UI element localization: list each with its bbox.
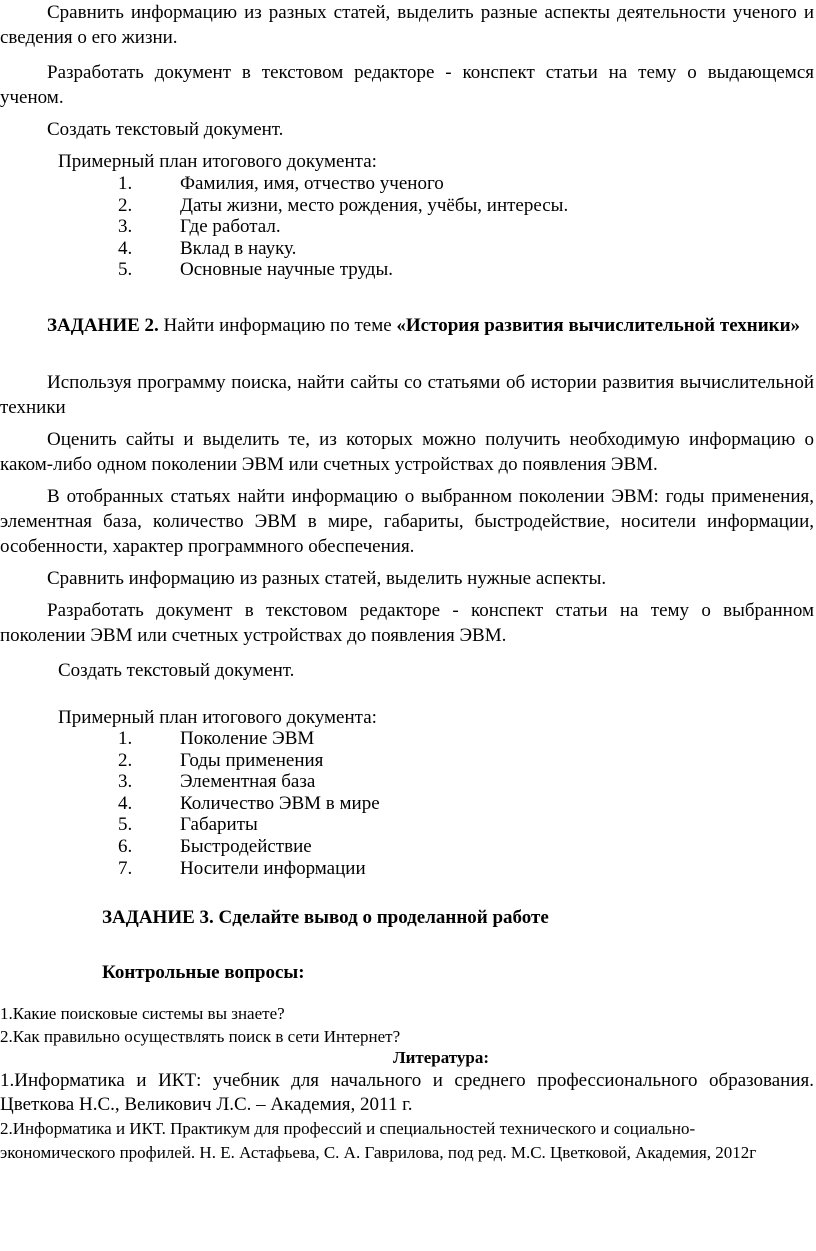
list-item-text: Носители информации xyxy=(180,857,366,879)
task2-plan-title: Примерный план итогового документа: xyxy=(58,707,377,728)
task1-compare-paragraph: Сравнить информацию из разных статей, выделить разные аспекты деятельности ученого и сведения о его жизни. xyxy=(0,2,814,48)
list-item-number: 4. xyxy=(118,792,133,814)
list-item-number: 6. xyxy=(118,835,133,857)
list-item-number: 2. xyxy=(118,749,133,771)
list-item-text: Поколение ЭВМ xyxy=(180,728,315,749)
list-item-text: Габариты xyxy=(180,814,258,836)
literature-heading: Литература: xyxy=(392,1048,490,1067)
task3-heading: ЗАДАНИЕ 3. Сделайте вывод о проделанной работе xyxy=(102,907,549,928)
list-item-number: 5. xyxy=(118,259,133,281)
list-item-number: 7. xyxy=(118,857,133,879)
control-question: 2.Как правильно осуществлять поиск в сети Интернет? xyxy=(0,1027,401,1046)
task2-label: ЗАДАНИЕ 2. xyxy=(47,315,159,336)
list-item-number: 3. xyxy=(118,216,133,238)
list-item-number: 3. xyxy=(118,771,133,793)
control-question: 1.Какие поисковые системы вы знаете? xyxy=(0,1004,285,1023)
task1-develop-paragraph: Разработать документ в текстовом редакторе - конспект статьи на тему о выдающемся ученом. xyxy=(0,62,814,108)
literature-ref: 1.Информатика и ИКТ: учебник для начального и среднего профессионального образования. Цветкова Н.С., Великович Л.С. – Академия, 2011 г. xyxy=(0,1070,814,1115)
task2-intro: Найти информацию по теме xyxy=(158,315,397,336)
task1-create-paragraph: Создать текстовый документ. xyxy=(47,119,284,140)
control-questions-heading: Контрольные вопросы: xyxy=(102,962,305,983)
list-item-text: Где работал. xyxy=(180,216,281,238)
list-item-text: Годы применения xyxy=(180,749,324,771)
task2-create-paragraph: Создать текстовый документ. xyxy=(58,660,295,681)
literature-ref: 2.Информатика и ИКТ. Практикум для профессий и специальностей технического и социально-экономического профилей. Н. Е. Астафьева, С. А. Гаврилова, под ред. М.С. Цветковой, Академия, 2012г xyxy=(0,1119,757,1162)
list-item-number: 1. xyxy=(118,173,133,194)
task2-topic: «История развития вычислительной техники» xyxy=(396,315,801,336)
list-item-text: Быстродействие xyxy=(180,835,312,857)
list-item-text: Основные научные труды. xyxy=(180,259,393,281)
task2-develop-paragraph: Разработать документ в текстовом редакторе - конспект статьи на тему о выбранном поколении ЭВМ или счетных устройствах до появления ЭВМ. xyxy=(0,600,814,646)
task2-evaluate-paragraph: Оценить сайты и выделить те, из которых можно получить необходимую информацию о каком-либо одном поколении ЭВМ или счетных устройствах до появления ЭВМ. xyxy=(0,429,814,475)
list-item-number: 5. xyxy=(118,814,133,836)
task2-compare-paragraph: Сравнить информацию из разных статей, выделить нужные аспекты. xyxy=(47,568,607,589)
list-item-text: Вклад в науку. xyxy=(180,237,297,259)
list-item-text: Элементная база xyxy=(180,771,316,793)
task2-search-paragraph: Используя программу поиска, найти сайты со статьями об истории развития вычислительной техники xyxy=(0,372,814,418)
list-item-number: 1. xyxy=(118,728,133,749)
list-item-number: 2. xyxy=(118,194,133,216)
list-item-text: Количество ЭВМ в мире xyxy=(180,792,380,814)
list-item-text: Даты жизни, место рождения, учёбы, интересы. xyxy=(180,194,569,216)
list-item-text: Фамилия, имя, отчество ученого xyxy=(180,173,444,194)
task1-plan-title: Примерный план итогового документа: xyxy=(58,151,377,172)
task2-heading-paragraph xyxy=(0,313,814,338)
list-item-number: 4. xyxy=(118,237,133,259)
task2-find-paragraph: В отобранных статьях найти информацию о выбранном поколении ЭВМ: годы применения, элементная база, количество ЭВМ в мире, габариты, быстродействие, носители информации, особенности, характер программного обеспечения. xyxy=(0,486,814,557)
